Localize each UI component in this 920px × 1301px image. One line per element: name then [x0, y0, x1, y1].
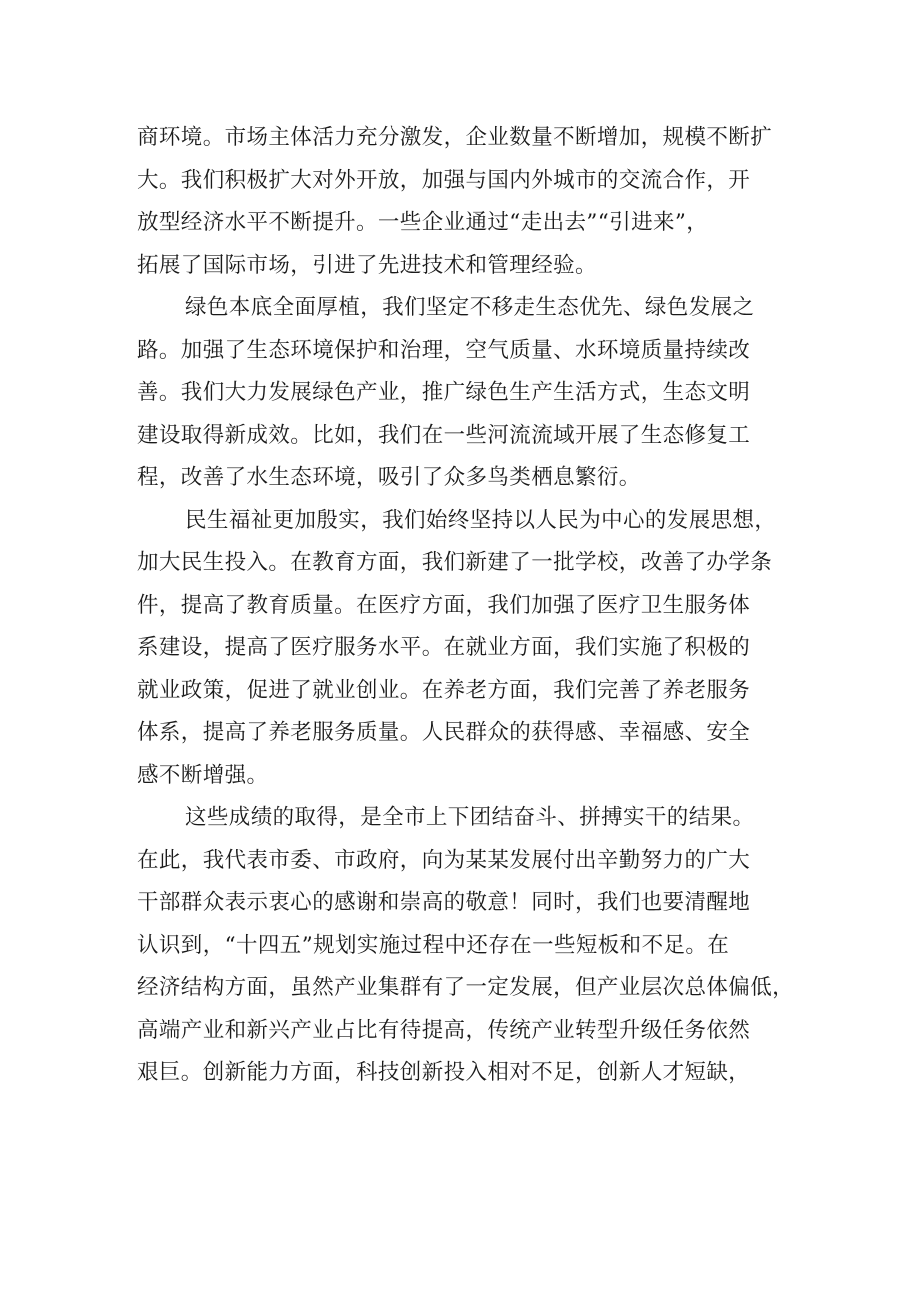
text-line: 件，提高了教育质量。在医疗方面，我们加强了医疗卫生服务体 [137, 592, 751, 618]
text-line: 认识到，“十四五”规划实施过程中还存在一些短板和不足。在 [137, 932, 730, 958]
text-line: 感不断增强。 [137, 762, 269, 788]
paragraph-green-development [137, 287, 792, 500]
text-line: 绿色本底全面厚植，我们坚定不移走生态优先、绿色发展之 [185, 295, 755, 320]
text-line: 艰巨。创新能力方面，科技创新投入相对不足，创新人才短缺， [137, 1060, 751, 1085]
paragraph-achievements-and-shortcomings [137, 797, 795, 1095]
text-line: 系建设，提高了医疗服务水平。在就业方面，我们实施了积极的 [137, 635, 751, 660]
text-line: 商环境。市场主体活力充分激发，企业数量不断增加，规模不断扩 [137, 125, 773, 150]
text-line: 体系，提高了养老服务质量。人民群众的获得感、幸福感、安全 [137, 720, 751, 745]
document-body [137, 117, 795, 1095]
paragraph-business-environment [137, 117, 792, 287]
text-line: 在此，我代表市委、市政府，向为某某发展付出辛勤努力的广大 [137, 847, 751, 873]
text-line: 干部群众表示衷心的感谢和崇高的敬意！同时，我们也要清醒地 [137, 890, 751, 915]
text-line: 放型经济水平不断提升。一些企业通过“走出去”“引进来”， [137, 210, 709, 235]
text-line: 加大民生投入。在教育方面，我们新建了一批学校，改善了办学条 [137, 550, 773, 575]
text-line: 这些成绩的取得，是全市上下团结奋斗、拼搏实干的结果。 [185, 805, 755, 830]
text-line: 民生福祉更加殷实，我们始终坚持以人民为中心的发展思想， [185, 507, 777, 533]
text-line: 善。我们大力发展绿色产业，推广绿色生产生活方式，生态文明 [137, 380, 751, 405]
text-line: 拓展了国际市场，引进了先进技术和管理经验。 [137, 252, 597, 278]
text-line: 程，改善了水生态环境，吸引了众多鸟类栖息繁衍。 [137, 465, 641, 490]
text-line: 大。我们积极扩大对外开放，加强与国内外城市的交流合作，开 [137, 167, 751, 193]
text-line: 建设取得新成效。比如，我们在一些河流流域开展了生态修复工 [137, 422, 751, 448]
text-line: 高端产业和新兴产业占比有待提高，传统产业转型升级任务依然 [137, 1017, 751, 1043]
text-line: 经济结构方面，虽然产业集群有了一定发展，但产业层次总体偏低， [137, 975, 795, 1000]
paragraph-livelihood [137, 500, 792, 798]
text-line: 路。加强了生态环境保护和治理，空气质量、水环境质量持续改 [137, 337, 751, 363]
text-line: 就业政策，促进了就业创业。在养老方面，我们完善了养老服务 [137, 677, 751, 703]
